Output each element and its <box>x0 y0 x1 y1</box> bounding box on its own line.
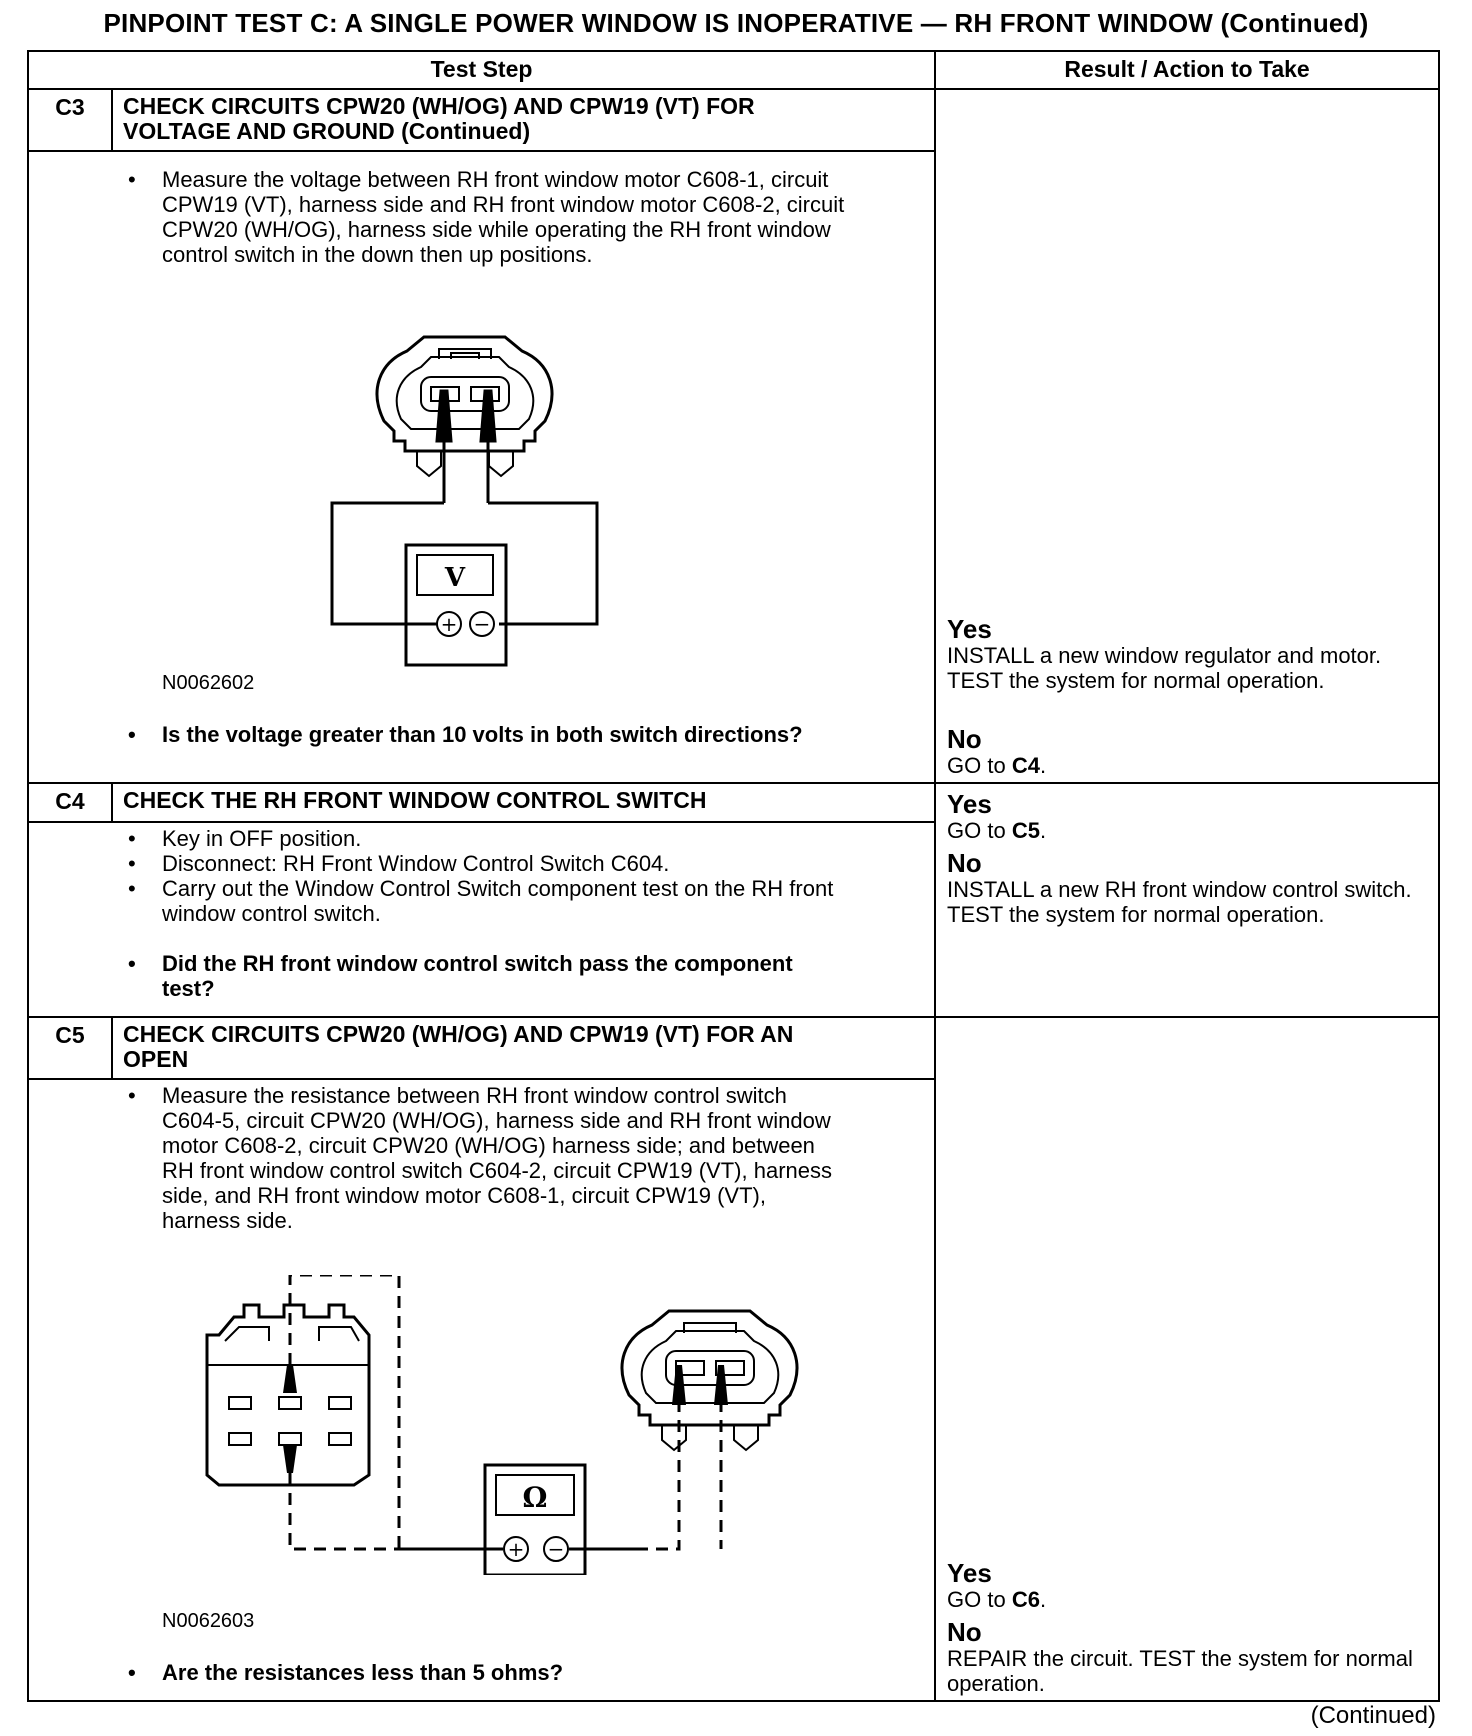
c5-yes-text <box>947 1587 1426 1612</box>
motor-connector-c608-icon <box>377 337 552 476</box>
step-c5-result <box>935 1017 1439 1701</box>
pinpoint-test-table <box>27 50 1440 1702</box>
c5-bullet-1: • Measure the resistance between RH front window control switch C604-5, circuit CPW20 (WH/OG), harness side and RH front window motor C608-2, circuit CPW20 (WH/OG) harness side; and between RH front window control switch C604-2, circuit CPW19 (VT), harness side, and RH front window motor C608-1, circuit CPW19 (VT), harness side. <box>162 1083 842 1233</box>
meter-symbol-ohms: Ω <box>522 1481 548 1514</box>
c4-yes-end: . <box>1039 818 1047 843</box>
c3-no-text <box>947 753 1426 778</box>
step-c3-heading-line2: VOLTAGE AND GROUND (Continued) <box>123 118 531 144</box>
figure-id-c3: N0062602 <box>162 672 255 694</box>
probe-tip-c604-2-icon <box>283 1365 297 1393</box>
c4-no-text: INSTALL a new RH front window control switch. TEST the system for normal operation. <box>947 877 1412 927</box>
c4-bullet-3: • Carry out the Window Control Switch component test on the RH front window control switch. <box>162 876 842 926</box>
c3-question: • Is the voltage greater than 10 volts in both switch directions? <box>162 722 812 747</box>
c4-yes-text <box>947 818 1426 843</box>
voltage-test-diagram <box>29 291 669 671</box>
step-c4-heading-line1: CHECK THE RH FRONT WINDOW CONTROL SWITCH <box>123 787 707 813</box>
step-id-c5: C5 <box>28 1017 112 1079</box>
c3-yes-text: INSTALL a new window regulator and motor. TEST the system for normal operation. <box>947 643 1382 693</box>
column-header-test-step: Test Step <box>28 51 935 89</box>
step-c4-body <box>28 822 935 1017</box>
c4-question: • Did the RH front window control switch pass the component test? <box>162 951 842 1001</box>
table-header-row <box>28 51 1439 89</box>
figure-resistance-measurement <box>29 1275 924 1575</box>
figure-voltage-measurement <box>29 291 924 671</box>
c3-no-action: GO to <box>947 753 1012 778</box>
c4-question-list <box>29 951 842 1001</box>
c3-no-end: . <box>1039 753 1047 778</box>
step-c3-heading-line1: CHECK CIRCUITS CPW20 (WH/OG) AND CPW19 (VT) FOR <box>123 93 755 119</box>
continued-footer: (Continued) <box>1310 1702 1436 1729</box>
step-c3-heading <box>112 89 935 151</box>
probe-tip-c608-2-icon <box>672 1365 686 1405</box>
step-c5-body <box>28 1079 935 1701</box>
c4-no-label: No <box>947 848 982 878</box>
c5-yes-end: . <box>1039 1587 1047 1612</box>
c4-yes-label: Yes <box>947 789 992 819</box>
step-c4-heading-row <box>28 783 1439 822</box>
step-c4-heading <box>112 783 935 822</box>
probe-tip-c604-5-icon <box>283 1445 297 1473</box>
ohmmeter-minus-terminal: − <box>547 1537 565 1561</box>
ohmmeter-plus-terminal: + <box>507 1537 525 1561</box>
c5-yes-label: Yes <box>947 1558 992 1588</box>
c4-bullets <box>29 826 842 926</box>
c4-bullet-1: • Key in OFF position. <box>162 826 842 851</box>
c5-no-label: No <box>947 1617 982 1647</box>
meter-symbol-volts: V <box>444 563 466 593</box>
c3-question-list <box>29 722 812 747</box>
c5-bullets <box>29 1083 842 1233</box>
c3-no-label: No <box>947 724 982 754</box>
step-c5-heading-row <box>28 1017 1439 1079</box>
page-title: PINPOINT TEST C: A SINGLE POWER WINDOW IS INOPERATIVE — RH FRONT WINDOW (Continued) <box>103 8 1369 38</box>
c5-yes-ref: C6 <box>1011 1587 1040 1612</box>
c5-question: • Are the resistances less than 5 ohms? <box>162 1660 842 1685</box>
c3-bullet-1: • Measure the voltage between RH front window motor C608-1, circuit CPW19 (VT), harness side and RH front window motor C608-2, circuit CPW20 (WH/OG), harness side while operating the RH front window control switch in the down then up positions. <box>162 167 852 267</box>
c4-yes-action: GO to <box>947 818 1012 843</box>
c5-question-list <box>29 1660 842 1685</box>
motor-connector-c608-icon <box>622 1311 797 1450</box>
meter-minus-terminal: − <box>473 612 491 636</box>
step-c4-result <box>935 783 1439 1017</box>
c3-bullets <box>29 167 852 267</box>
step-c3-body <box>28 151 935 783</box>
c4-yes-ref: C5 <box>1011 818 1040 843</box>
c5-yes-action: GO to <box>947 1587 1012 1612</box>
c3-no-ref: C4 <box>1011 753 1040 778</box>
resistance-test-diagram <box>29 1275 829 1575</box>
c5-no-text: REPAIR the circuit. TEST the system for normal operation. <box>947 1646 1413 1696</box>
step-c3-result <box>935 89 1439 783</box>
step-c5-heading-line1: CHECK CIRCUITS CPW20 (WH/OG) AND CPW19 (VT) FOR AN <box>123 1021 794 1047</box>
step-c5-heading <box>112 1017 935 1079</box>
step-c5-heading-line2: OPEN <box>123 1046 189 1072</box>
meter-plus-terminal: + <box>440 612 458 636</box>
figure-id-c5: N0062603 <box>162 1610 255 1632</box>
step-id-c4: C4 <box>28 783 112 822</box>
c4-bullet-2: • Disconnect: RH Front Window Control Switch C604. <box>162 851 842 876</box>
c3-yes-label: Yes <box>947 614 992 644</box>
step-c3-heading-row <box>28 89 1439 151</box>
step-id-c3: C3 <box>28 89 112 151</box>
column-header-result: Result / Action to Take <box>935 51 1439 89</box>
